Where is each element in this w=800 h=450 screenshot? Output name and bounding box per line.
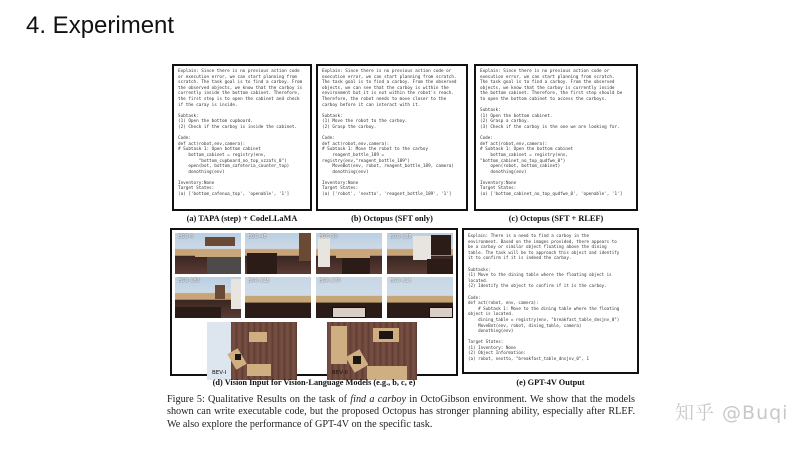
code-line: Explain: Since there is no previous action code or: [480, 69, 610, 74]
code-line: Explain: Since there is no previous action code: [178, 69, 300, 74]
code-line: (1) Inventory: None: [468, 344, 516, 350]
code-line: Inventory:None: [480, 180, 517, 186]
code-line: or execution error, we can start planning from: [178, 74, 297, 80]
code-line: if the caray is inside.: [178, 102, 238, 108]
code-line: the observed objects, we know that the carboy is: [178, 85, 303, 91]
ego-view-270: [316, 277, 382, 318]
code-line: bottom_cabinet = registry(env,: [480, 152, 568, 158]
code-line: "bottom_cupboard_no_top_vzzafs_0"): [178, 158, 287, 164]
code-line: Subtasks:: [468, 266, 491, 272]
figure-caption: [167, 394, 635, 431]
code-line: Code:: [468, 294, 481, 300]
code-line: "bottom_cabinet_no_top_qudfwe_0"): [480, 158, 566, 164]
code-line: (2) Check if the carboy is inside the cabinet.: [178, 124, 297, 130]
code-line: (2) Identify the object to confirm if it is the carboy.: [468, 283, 607, 289]
code-line: Target States:: [178, 186, 215, 192]
code-line: objects, we know that the carboy is currently inside: [480, 85, 615, 91]
code-line: open(robot, bottom_cabinet): [480, 164, 561, 170]
code-line: Subtask:: [322, 113, 343, 119]
bev-label: BEV-II: [332, 370, 348, 376]
code-line: scratch. The task goal is to find a carboy. From: [178, 80, 303, 86]
panel-gpt4v-output: [462, 228, 639, 374]
code-line: execution error, we can start planning from scratch.: [480, 74, 615, 80]
code-line: (2) Object Information:: [468, 350, 526, 356]
code-line: Explain: Since there is no previous action code or: [322, 69, 452, 74]
code-line: open(bot, bottom_cafeteria_counter_top): [178, 164, 290, 170]
code-line: objects, we can see that the carboy is within the: [322, 85, 449, 91]
code-line: Code:: [480, 136, 493, 142]
code-line: donothing(env): [322, 169, 369, 175]
ego-view-45: [245, 233, 311, 274]
caption-panel-d: (d) Vision Input for Vision-Language Models (e.g., b, c, e): [212, 378, 416, 387]
code-line: carboy before it can interact with it.: [322, 102, 421, 108]
ego-view-90: [316, 233, 382, 274]
code-line: # Subtask 1: Move to the dining table where the floating: [468, 305, 620, 311]
code-line: (1) Open the bottom cabinet.: [480, 113, 553, 119]
code-line: be a carboy or similar object floating above the dining: [468, 244, 607, 250]
code-line: bottom_cabinet = registry(env,: [178, 152, 266, 158]
code-line: # Subtask 1: Open bottom cabinet: [178, 147, 261, 153]
code-line: Subtask:: [178, 113, 199, 119]
code-line: def act(robot, env, camera):: [468, 300, 539, 306]
code-line: (1) Move to the dining table where the floating object is: [468, 272, 612, 278]
code-line: Target States:: [468, 339, 504, 345]
code-line: The task goal is to find a carboy. From the observed: [480, 80, 615, 86]
caption-prefix: Figure 5: Qualitative Results on the task of: [167, 394, 351, 405]
code-line: to open the bottom cabinet to access the carboys.: [480, 96, 607, 102]
caption-task: find a carboy: [350, 394, 407, 405]
panel-tapa-output: [172, 64, 312, 211]
ego-view-135: [387, 233, 453, 274]
code-line: (2) Grasp a carboy.: [480, 119, 530, 125]
vision-input-panel: [170, 228, 458, 376]
bev-label: BEV-I: [212, 370, 227, 376]
ego-view-315: [387, 277, 453, 318]
code-line: (3) Check if the carboy is the one we are looking for.: [480, 124, 620, 130]
code-line: execution error, we can start planning from scratch.: [322, 74, 457, 80]
code-line: (a) ['robot', 'nextto', 'reagent_bottle_189', '1']: [322, 192, 452, 198]
code-line: def act(robot,env,camera):: [480, 141, 548, 147]
code-line: The task goal is to find a carboy. From the observed: [322, 80, 457, 86]
code-line: donothing(env): [178, 169, 225, 175]
code-line: object is located.: [468, 311, 514, 317]
code-line: registry(env,"reagent_bottle_189"): [322, 158, 410, 164]
code-line: MoveBot(env, robot, reagent_bottle_189, camera): [322, 164, 454, 170]
ego-label: EGO-135: [390, 235, 412, 240]
code-line: (1) Move the robot to the carboy.: [322, 119, 408, 125]
caption-panel-c: (c) Octopus (SFT + RLEF): [508, 214, 604, 223]
code-line: (2) Grasp the carboy.: [322, 124, 377, 130]
code-line: # Subtask 1: Move the robot to the carboy: [322, 147, 429, 153]
ego-view-180: [175, 277, 241, 318]
ego-label: EGO-90: [319, 235, 338, 240]
code-line: Inventory:None: [178, 180, 215, 186]
code-line: environment but it is not within the robot's reach.: [322, 91, 454, 97]
code-line: Inventory:None: [322, 180, 359, 186]
caption-panel-b: (b) Octopus (SFT only): [351, 214, 433, 223]
ego-view-225: [245, 277, 311, 318]
code-line: it to confirm if it is indeed the carboy.: [468, 255, 572, 261]
code-line: (1) Open the bottom cupboard.: [178, 119, 254, 125]
code-line: # Subtask 1: Open the bottom cabinet: [480, 147, 574, 153]
code-line: donothing(env): [480, 169, 527, 175]
code-line: environment. Based on the images provided, there appears to: [468, 238, 617, 244]
panel-octopus-rlef-output: [474, 64, 638, 211]
code-line: donothing(env): [468, 328, 514, 334]
caption-suffix: in OctoGibson environment. We show that the models shown can write executable code, but the proposed Octopus has stronger planning ability, especially after RLEF. We also explore the performance of GPT-4V on the specific task.: [167, 394, 635, 430]
code-line: reagent_bottle_189 =: [322, 152, 385, 158]
ego-view-0: [175, 233, 241, 274]
code-line: def act(robot,env,camera):: [178, 141, 246, 147]
code-line: (a) ['bottom_cafenua_top', 'openable', '1']: [178, 192, 290, 198]
ego-label: EGO-315: [390, 279, 412, 284]
code-line: table. The task will be to approach this object and identify: [468, 249, 620, 255]
code-line: Explain: There is a need to find a carboy in the: [468, 233, 590, 238]
code-line: Target States:: [480, 186, 517, 192]
ego-label: EGO-45: [248, 235, 267, 240]
ego-label: EGO-180: [178, 279, 200, 284]
code-line: (a) robot, nextto, "breakfast_table_dnsjnv_0", 1: [468, 356, 590, 362]
code-line: Code:: [178, 136, 191, 142]
code-line: currently inside the bottom cabinet. Therefore,: [178, 91, 300, 97]
code-line: the first step is to open the cabinet and check: [178, 96, 300, 102]
code-line: def act(robot,env,camera):: [322, 141, 390, 147]
panel-octopus-sft-output: [316, 64, 468, 211]
ego-label: EGO-0: [178, 235, 194, 240]
ego-label: EGO-270: [319, 279, 341, 284]
code-line: Target States:: [322, 186, 359, 192]
ego-label: EGO-225: [248, 279, 270, 284]
watermark: 知乎 @Buqi: [675, 402, 789, 424]
code-line: Subtask:: [480, 108, 501, 114]
code-line: dining_table = registry(env, "breakfast_table_dnsjnv_0"): [468, 316, 620, 322]
code-line: located.: [468, 277, 489, 283]
code-line: MoveBot(env, robot, dining_table, camera): [468, 322, 582, 328]
bev-view-2: [327, 322, 417, 380]
code-line: Therefore, the robot needs to move closer to the: [322, 96, 447, 102]
slide-title: 4. Experiment: [26, 12, 175, 39]
code-line: Code:: [322, 136, 335, 142]
bev-view-1: [207, 322, 297, 380]
code-line: (a) ['bottom_cabinet_no_top_qudfwe_0', 'openable', '1']: [480, 192, 623, 198]
caption-panel-a: (a) TAPA (step) + CodeLLaMA: [186, 214, 298, 223]
caption-panel-e: (e) GPT-4V Output: [516, 378, 585, 387]
code-line: the bottom cabinet. Therefore, the first step should be: [480, 91, 623, 97]
